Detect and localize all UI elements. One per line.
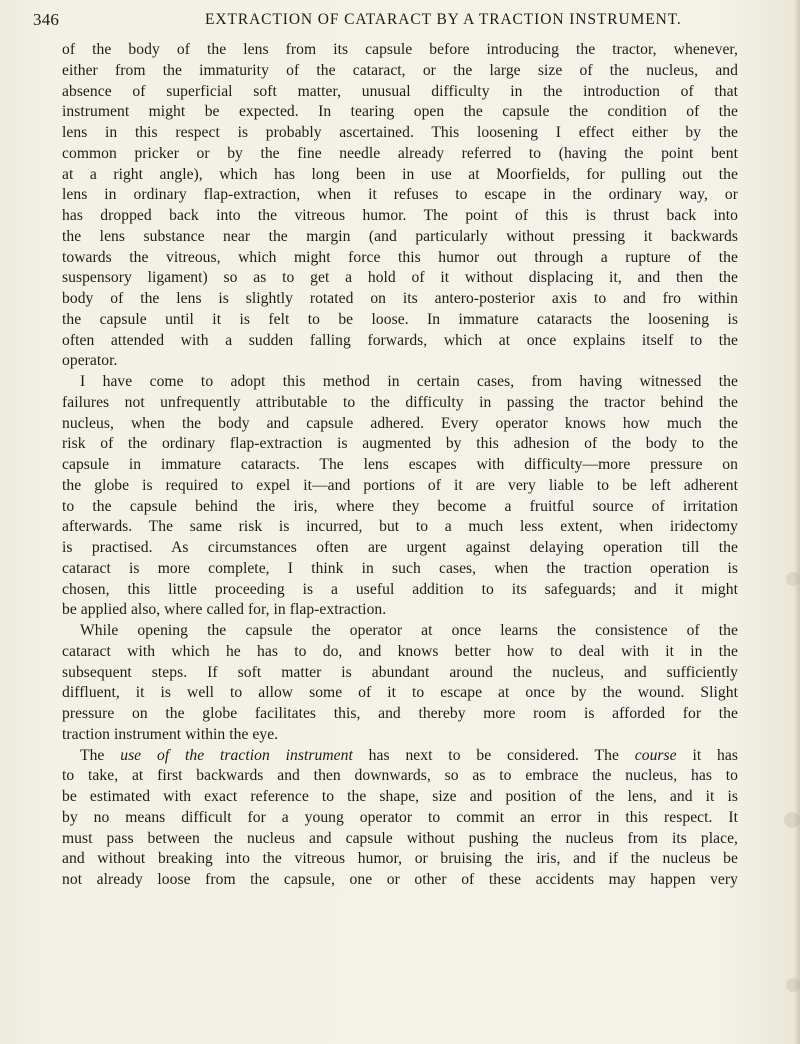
text-line: has dropped back into the vitreous humor. The point of this is thrust back into — [62, 207, 738, 224]
text-line: instrument might be expected. In tearing open the capsule the condition of the — [62, 103, 738, 121]
text-line: chosen, this little proceeding is a useful addition to its safeguards; and it might — [62, 580, 738, 598]
text-line: the lens substance near the margin (and particularly without pressing it backwards — [62, 227, 738, 245]
text-line: and without breaking into the vitreous humor, or bruising the iris, and if the nucleus be — [62, 850, 738, 868]
text-line: operator. — [62, 352, 118, 370]
paper-blemish — [786, 978, 800, 992]
text-line: suspensory ligament) so as to get a hold of it without displacing it, and then the — [62, 269, 738, 287]
text-line: not already loose from the capsule, one or other of these accidents may happen very — [62, 871, 738, 888]
paragraph-start-line: While opening the capsule the operator at once learns the consistence of the — [80, 622, 738, 639]
paragraph-start-line: I have come to adopt this method in certain cases, from having witnessed the — [80, 373, 738, 390]
text-line: risk of the ordinary flap-extraction is augmented by this adhesion of the body to the — [62, 435, 738, 453]
text-line: either from the immaturity of the cataract, or the large size of the nucleus, and — [62, 61, 738, 79]
text-line: diffluent, it is well to allow some of it to escape at once by the wound. Slight — [62, 684, 738, 702]
text-line: towards the vitreous, which might force this humor out through a rupture of the — [62, 248, 738, 266]
body-text — [62, 40, 738, 891]
text-line: be applied also, where called for, in flap-extraction. — [62, 601, 387, 619]
page-number: 346 — [33, 10, 60, 29]
paragraph-start-line: The use of the traction instrument has next to be considered. The course it has — [80, 746, 738, 764]
page-header — [0, 10, 800, 40]
text-line: nucleus, when the body and capsule adhered. Every operator knows how much the — [62, 414, 738, 432]
text-line: the globe is required to expel it—and portions of it are very liable to be left adherent — [62, 476, 738, 494]
text-line: by no means difficult for a young operator to commit an error in this respect. It — [62, 808, 738, 826]
text-line: to take, at first backwards and then downwards, so as to embrace the nucleus, has to — [62, 767, 738, 785]
text-line: often attended with a sudden falling forwards, which at once explains itself to the — [62, 331, 738, 349]
text-line: is practised. As circumstances often are urgent against delaying operation till the — [62, 539, 738, 556]
text-line: cataract is more complete, I think in such cases, when the traction operation is — [62, 559, 738, 577]
text-line: lens in this respect is probably ascertained. This loosening I effect either by the — [62, 124, 738, 141]
running-head: EXTRACTION OF CATARACT BY A TRACTION INSTRUMENT. — [205, 11, 682, 28]
text-line: the capsule until it is felt to be loose. In immature cataracts the loosening is — [62, 310, 738, 328]
text-line: common pricker or by the fine needle already referred to (having the point bent — [62, 144, 738, 162]
text-line: traction instrument within the eye. — [62, 725, 279, 743]
page-edge-shadow — [794, 0, 800, 1044]
paper-blemish — [786, 572, 800, 586]
text-line: to the capsule behind the iris, where they become a fruitful source of irritation — [62, 497, 738, 515]
text-line: of the body of the lens from its capsule before introducing the tractor, whenever, — [62, 41, 738, 58]
text-line: body of the lens is slightly rotated on its antero-posterior axis to and fro within — [62, 290, 738, 307]
text-line: afterwards. The same risk is incurred, but to a much less extent, when iridectomy — [62, 518, 738, 536]
text-line: cataract with which he has to do, and knows better how to deal with it in the — [62, 642, 738, 660]
text-line: capsule in immature cataracts. The lens escapes with difficulty—more pressure on — [62, 456, 738, 473]
text-line: absence of superficial soft matter, unusual difficulty in the introduction of that — [62, 82, 738, 100]
text-line: must pass between the nucleus and capsule without pushing the nucleus from its place, — [62, 829, 738, 847]
text-line: pressure on the globe facilitates this, and thereby more room is afforded for the — [62, 705, 738, 722]
text-line: at a right angle), which has long been in use at Moorfields, for pulling out the — [62, 165, 738, 183]
paper-blemish — [784, 812, 800, 828]
text-line: lens in ordinary flap-extraction, when it refuses to escape in the ordinary way, or — [62, 186, 738, 204]
text-line: be estimated with exact reference to the shape, size and position of the lens, and it is — [62, 788, 738, 805]
text-line: subsequent steps. If soft matter is abundant around the nucleus, and sufficiently — [62, 663, 738, 681]
text-line: failures not unfrequently attributable to the difficulty in passing the tractor behind the — [62, 393, 738, 411]
